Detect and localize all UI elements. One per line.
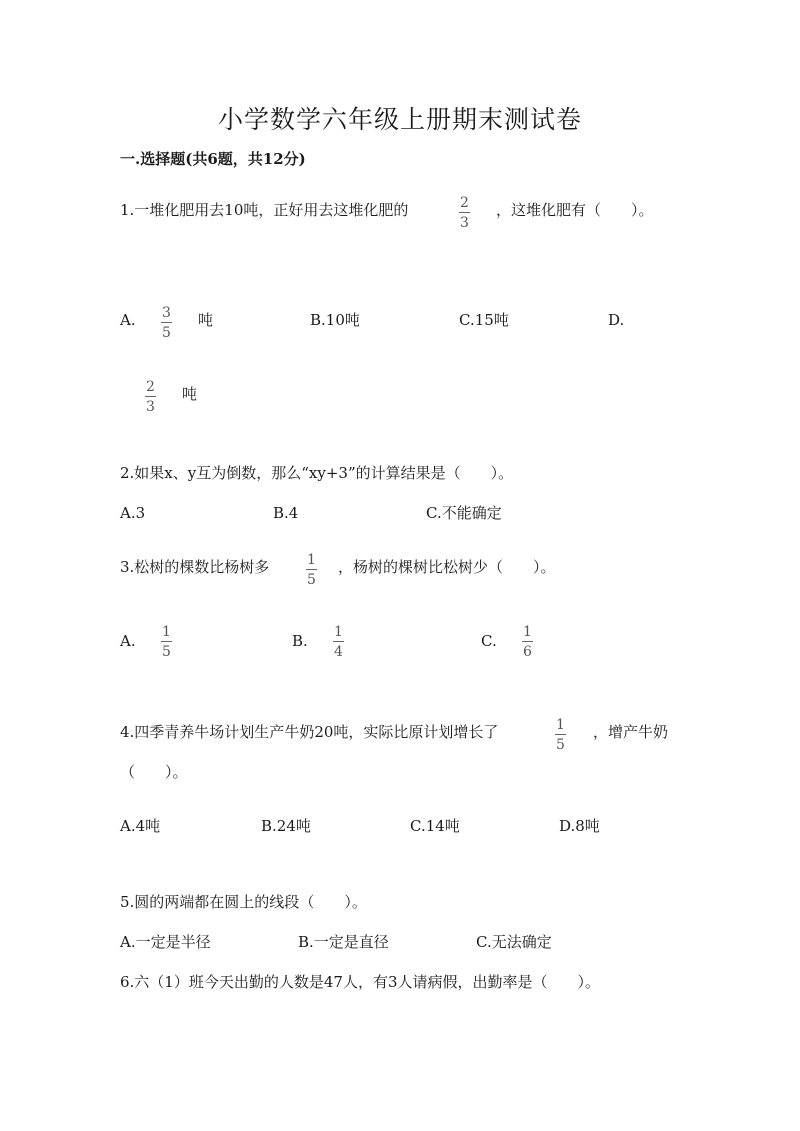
question-3-stem-end: ，杨树的棵树比松树少（ ）。	[338, 558, 556, 576]
question-4-option-a[interactable]: A.4吨	[120, 817, 161, 835]
question-1-option-a-label[interactable]: A.	[120, 311, 136, 329]
fraction-denominator: 5	[162, 325, 171, 341]
question-1-fraction	[459, 195, 470, 231]
question-4-option-d[interactable]: D.8吨	[559, 817, 600, 835]
question-1-option-c[interactable]: C.15吨	[459, 311, 509, 329]
fraction-numerator: 1	[162, 624, 171, 640]
question-2-option-c[interactable]: C.不能确定	[426, 504, 502, 522]
question-5-option-a[interactable]: A.一定是半径	[120, 933, 211, 951]
question-3-option-a-label[interactable]: A.	[120, 632, 136, 650]
question-1-option-a-unit: 吨	[198, 311, 214, 329]
fraction-bar	[333, 641, 344, 642]
fraction-bar	[306, 569, 317, 570]
question-5-option-b[interactable]: B.一定是直径	[298, 933, 389, 951]
question-2-stem: 2.如果x、y互为倒数，那么“xy+3”的计算结果是（ ）。	[120, 464, 514, 482]
page-title: 小学数学六年级上册期末测试卷	[217, 105, 582, 134]
fraction-bar	[161, 322, 172, 323]
fraction-denominator: 6	[523, 644, 532, 660]
fraction-bar	[145, 396, 156, 397]
question-3-option-c-label[interactable]: C.	[481, 632, 497, 650]
fraction-denominator: 5	[307, 572, 316, 588]
fraction-numerator: 1	[523, 624, 532, 640]
fraction-bar	[459, 212, 470, 213]
question-4-stem-blank: （ ）。	[120, 763, 188, 781]
fraction-numerator: 3	[162, 305, 171, 321]
question-4-stem-end: ，增产牛奶	[593, 723, 669, 741]
question-3-option-a-fraction	[161, 624, 172, 660]
question-1-option-d-fraction	[145, 379, 156, 415]
question-1-stem-start: 1.一堆化肥用去10吨，正好用去这堆化肥的	[120, 201, 409, 219]
fraction-denominator: 3	[460, 215, 469, 231]
fraction-numerator: 2	[146, 379, 155, 395]
question-1-stem-end: ，这堆化肥有（ ）。	[496, 201, 654, 219]
question-3-stem-start: 3.松树的棵数比杨树多	[120, 558, 270, 576]
fraction-numerator: 1	[334, 624, 343, 640]
fraction-bar	[161, 641, 172, 642]
question-1-option-b[interactable]: B.10吨	[310, 311, 360, 329]
question-1-option-a-fraction	[161, 305, 172, 341]
question-4-option-c[interactable]: C.14吨	[410, 817, 460, 835]
fraction-numerator: 1	[307, 552, 316, 568]
question-4-stem-start: 4.四季青养牛场计划生产牛奶20吨，实际比原计划增长了	[120, 723, 499, 741]
fraction-denominator: 5	[556, 737, 565, 753]
fraction-numerator: 2	[460, 195, 469, 211]
question-1-option-d-label[interactable]: D.	[608, 311, 625, 329]
question-5-stem: 5.圆的两端都在圆上的线段（ ）。	[120, 893, 367, 911]
question-5-option-c[interactable]: C.无法确定	[476, 933, 552, 951]
question-4-option-b[interactable]: B.24吨	[261, 817, 311, 835]
question-3-option-b-fraction	[333, 624, 344, 660]
question-1-option-d-unit: 吨	[182, 385, 198, 403]
section-heading: 一.选择题(共6题，共12分)	[120, 150, 306, 168]
question-2-option-a[interactable]: A.3	[120, 504, 146, 522]
question-2-option-b[interactable]: B.4	[273, 504, 299, 522]
question-3-fraction	[306, 552, 317, 588]
fraction-bar	[522, 641, 533, 642]
fraction-denominator: 4	[334, 644, 343, 660]
fraction-bar	[555, 734, 566, 735]
question-6-stem: 6.六（1）班今天出勤的人数是47人，有3人请病假，出勤率是（ ）。	[120, 973, 600, 991]
question-4-fraction	[555, 717, 566, 753]
fraction-denominator: 5	[162, 644, 171, 660]
fraction-denominator: 3	[146, 399, 155, 415]
fraction-numerator: 1	[556, 717, 565, 733]
question-3-option-c-fraction	[522, 624, 533, 660]
question-3-option-b-label[interactable]: B.	[292, 632, 308, 650]
